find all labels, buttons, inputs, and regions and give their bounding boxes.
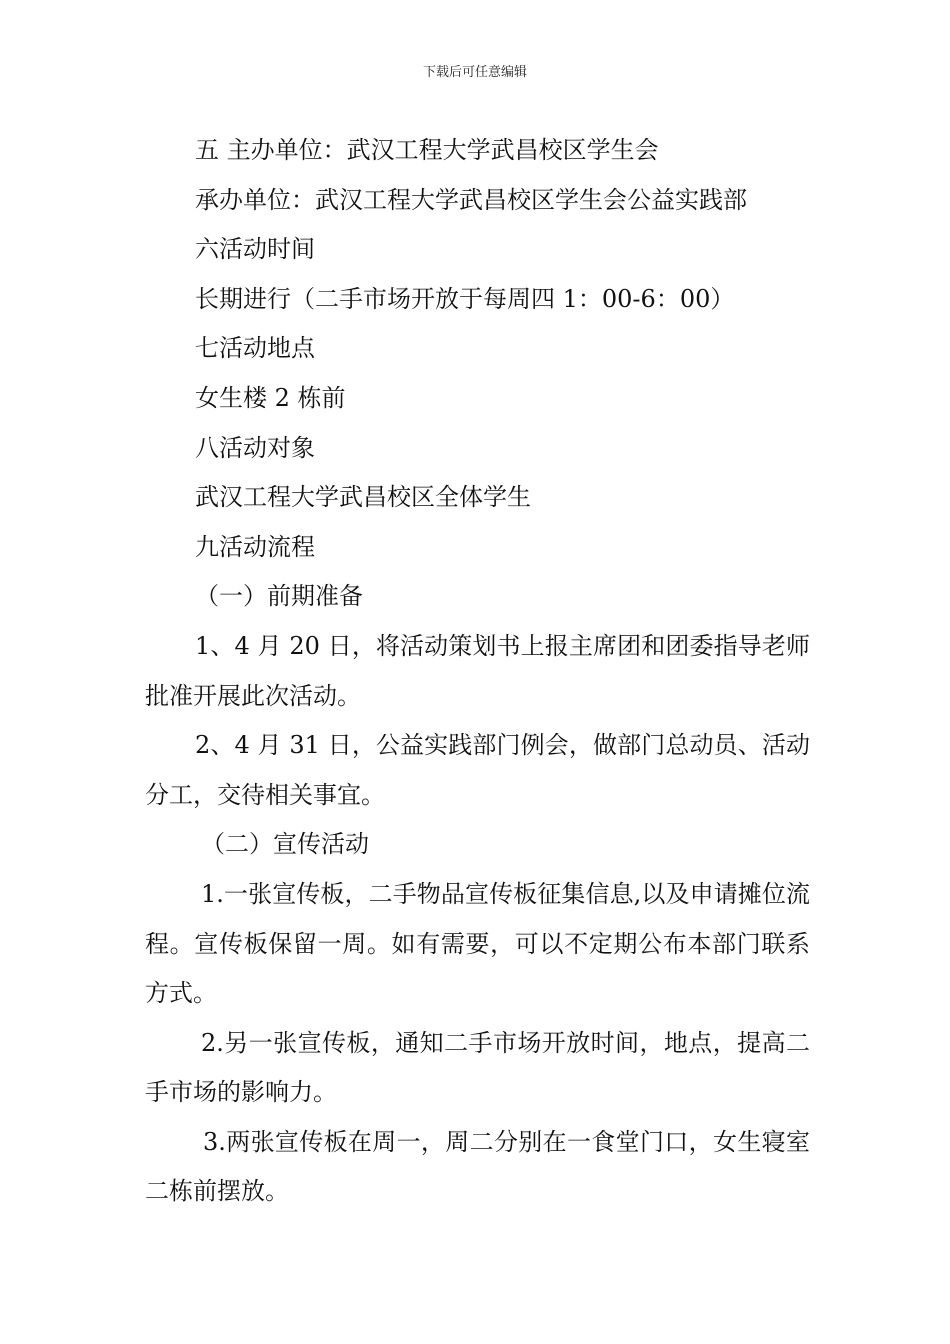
target-value: 武汉工程大学武昌校区全体学生: [195, 483, 531, 512]
page-header: 下载后可任意编辑: [422, 65, 527, 80]
target-heading: 八活动对象: [195, 433, 315, 462]
promo-heading: （二）宣传活动: [201, 830, 369, 859]
prep-item-2: 2、4 月 31 日，公益实践部门例会，做部门总动员、活动分工，交待相关事宜。: [145, 731, 810, 809]
organizer-line: 五 主办单位：武汉工程大学武昌校区学生会: [195, 136, 659, 164]
place-heading: 七活动地点: [195, 334, 315, 363]
time-value: 长期进行（二手市场开放于每周四 1：00-6：00）: [195, 284, 735, 313]
promo-item-1: 1.一张宣传板，二手物品宣传板征集信息,以及申请摊位流程。宣传板保留一周。如有需要，可以不定期公布本部门联系方式。: [145, 879, 810, 1008]
document-body: [145, 126, 810, 1217]
promo-item-3: 3.两张宣传板在周一，周二分别在一食堂门口，女生寝室二栋前摆放。: [145, 1127, 810, 1206]
promo-item-2: 2.另一张宣传板，通知二手市场开放时间，地点，提高二手市场的影响力。: [145, 1028, 810, 1107]
prep-item-1: 1、4 月 20 日，将活动策划书上报主席团和团委指导老师批准开展此次活动。: [145, 631, 810, 710]
place-value: 女生楼 2 栋前: [195, 383, 346, 412]
flow-heading: 九活动流程: [195, 532, 315, 561]
time-heading: 六活动时间: [195, 235, 315, 264]
co-organizer-line: 承办单位：武汉工程大学武昌校区学生会公益实践部: [195, 185, 747, 214]
prep-heading: （一）前期准备: [195, 582, 363, 611]
